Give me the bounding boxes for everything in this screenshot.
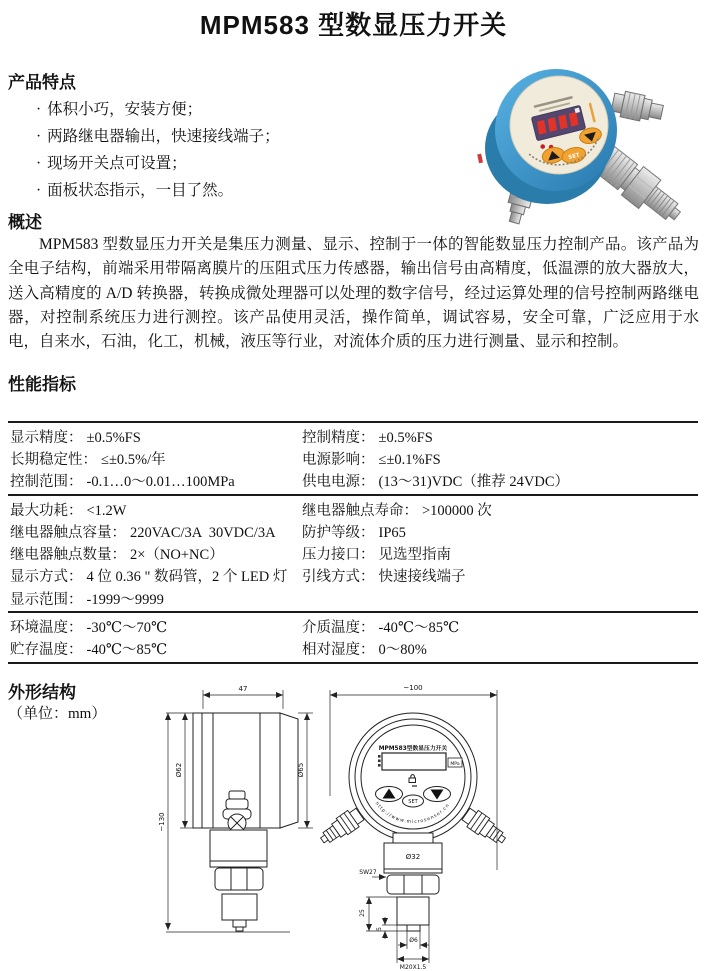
spec-label: 贮存温度：: [10, 642, 83, 659]
spec-label: 显示精度：: [10, 429, 83, 446]
dim-inner-dia-label: Ø62: [175, 762, 183, 778]
overview-heading: 概述: [8, 213, 42, 232]
feature-item: [36, 150, 280, 177]
spec-value: 220VAC/3A 30VDC/3A: [130, 524, 276, 541]
spec-label: 继电器触点数量：: [10, 547, 126, 564]
spec-group: [8, 421, 698, 494]
dim-5-label: 5: [376, 927, 383, 931]
arc-url-text: http://www.microsensor.cn: [373, 801, 452, 825]
spec-row: [8, 587, 698, 609]
photo-red-mark: [477, 154, 483, 164]
outline-unit-note: （单位：mm）: [8, 706, 107, 722]
feature-text: 面板状态指示，一目了然。: [47, 182, 234, 199]
spec-label: 环境温度：: [10, 620, 83, 637]
spec-value: ±0.5%FS: [86, 429, 141, 446]
spec-label: 电源影响：: [302, 451, 375, 468]
spec-group: [8, 494, 698, 611]
display-unit-label: MPa: [450, 762, 460, 767]
spec-label: 防护等级：: [302, 524, 375, 541]
feature-item: [36, 123, 280, 150]
spec-table: [8, 421, 698, 664]
bullet-dot: ·: [36, 155, 42, 172]
page-title: MPM583 型数显压力开关: [199, 10, 508, 40]
dim-height-label: ~130: [158, 812, 166, 832]
spec-value: 见选型指南: [378, 547, 451, 564]
spec-row: [8, 615, 698, 637]
bullet-dot: ·: [36, 101, 42, 118]
front-dim-width-label: ~100: [403, 684, 423, 692]
features-list: [36, 96, 280, 204]
spec-row: [8, 425, 698, 447]
face-title: MPM583型数显压力开关: [378, 746, 448, 752]
spec-value: >100000 次: [422, 502, 492, 519]
spec-label: 压力接口：: [302, 547, 375, 564]
dim-body-dia-label: Ø32: [405, 853, 421, 861]
bullet-dot: ·: [36, 182, 42, 199]
spec-label: 继电器触点容量：: [10, 524, 126, 541]
outline-heading: 外形结构: [8, 683, 76, 702]
spec-label: 控制精度：: [302, 429, 375, 446]
spec-value: -40℃～85℃: [86, 642, 168, 659]
spec-label: 显示范围：: [10, 591, 83, 608]
spec-value: 2×（NO+NC）: [130, 547, 224, 564]
spec-group: [8, 611, 698, 664]
spec-value: <1.2W: [86, 502, 127, 519]
spec-label: 长期稳定性：: [10, 451, 97, 468]
features-heading: 产品特点: [8, 73, 76, 92]
overview-paragraph: MPM583 型数显压力开关是集压力测量、显示、控制于一体的智能数显压力控制产品。该产品为全电子结构，前端采用带隔离膜片的压阻式压力传感器，输出信号由高精度，低温漂的放大器放大，送入高精度的 A/D 转换器，转换成微处理器可以处理的数字信号，经过运算处理的信号控制两路继电器，对控制系统压力进行测控。该产品使用灵活，操作简单，调试容易，安全可靠，广泛应用于水电，自来水，石油，化工，机械，液压等行业，对流体介质的压力进行测量、显示和控制。: [8, 236, 699, 351]
spec-label: 引线方式：: [302, 569, 375, 586]
photo-set-label: SET: [567, 152, 581, 162]
spec-label: 继电器触点寿命：: [302, 502, 418, 519]
spec-value: -1999～9999: [86, 591, 164, 608]
bullet-dot: ·: [36, 128, 42, 145]
spec-value: ≤±0.5%/年: [101, 451, 166, 468]
spec-label: 控制范围：: [10, 474, 83, 491]
spec-label: 供电电源：: [302, 474, 375, 491]
spec-row: [8, 542, 698, 564]
dim-thread-label: M20X1.5: [399, 964, 427, 971]
photo-cable-gland-right: [610, 89, 664, 125]
spec-row: [8, 638, 698, 660]
side-view-drawing: [193, 713, 298, 931]
spec-label: 最大功耗：: [10, 502, 83, 519]
outline-drawings: [130, 678, 550, 971]
feature-item: [36, 96, 280, 123]
specs-heading: 性能指标: [8, 375, 76, 394]
spec-value: 快速接线端子: [378, 569, 466, 586]
feature-text: 现场开关点可设置；: [47, 155, 187, 172]
feature-item: [36, 177, 280, 204]
dim-port-dia-label: Ø6: [409, 937, 418, 944]
spec-value: -0.1…0～0.01…100MPa: [86, 474, 235, 491]
spec-label: 介质温度：: [302, 620, 375, 637]
spec-label: 显示方式：: [10, 569, 83, 586]
spec-value: IP65: [378, 524, 406, 541]
spec-label: 相对湿度：: [302, 642, 375, 659]
feature-text: 两路继电器输出，快速接线端子；: [47, 128, 280, 145]
spec-value: ±0.5%FS: [378, 429, 433, 446]
spec-value: (13～31)VDC（推荐 24VDC）: [378, 474, 570, 491]
spec-row: [8, 520, 698, 542]
spec-value: 4 位 0.36 " 数码管，2 个 LED 灯: [86, 569, 288, 586]
product-photo: [477, 50, 707, 238]
spec-row: [8, 447, 698, 469]
spec-row: [8, 498, 698, 520]
spec-row: [8, 565, 698, 587]
spec-value: -30℃～70℃: [86, 620, 168, 637]
spec-value: -40℃～85℃: [378, 620, 460, 637]
spec-value: ≤±0.1%FS: [378, 451, 441, 468]
dim-width-label: 47: [238, 685, 248, 693]
spec-value: 0～80%: [378, 642, 427, 659]
dim-wrench-label: SW27: [359, 869, 377, 876]
set-label: SET: [408, 799, 418, 805]
dim-outer-dia-label: Ø65: [297, 762, 305, 778]
spec-row: [8, 470, 698, 492]
feature-text: 体积小巧，安装方便；: [47, 101, 203, 118]
dim-25-label: 25: [359, 909, 366, 917]
